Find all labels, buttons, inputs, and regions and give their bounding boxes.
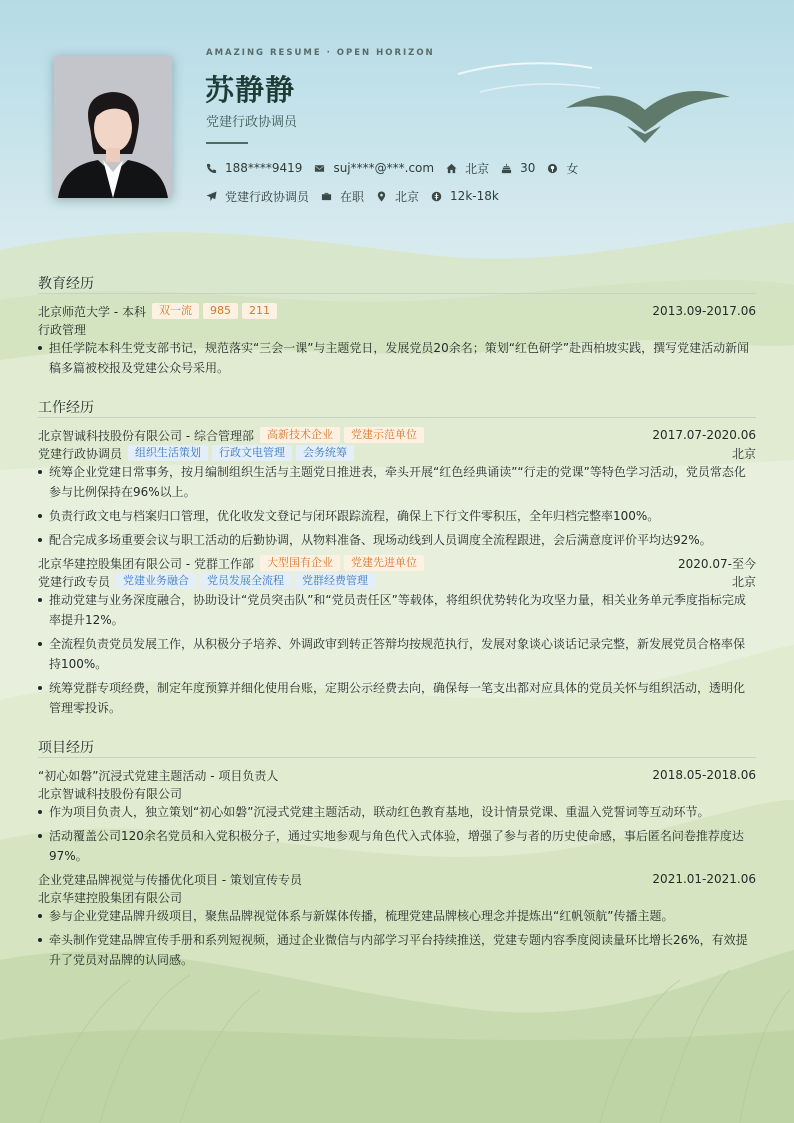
work-role-tag: 行政文电管理 [212,445,292,461]
work-company-tag: 大型国有企业 [260,555,340,571]
education-bullet: 担任学院本科生党支部书记，规范落实“三会一课”与主题党日，发展党员20余名；策划“红色研学”赴西柏坡实践，撰写党建活动新闻稿多篇被校报及党建公众号采用。 [38,338,756,378]
briefcase-icon [321,191,332,202]
work-bullet: 统筹党群专项经费，制定年度预算并细化使用台账，定期公示经费去向，确保每一笔支出都对应具体的党员关怀与组织活动，透明化管理零投诉。 [38,678,756,718]
work-city: 北京 [731,574,756,589]
project-header-line [38,870,756,888]
project-org: 北京华建控股集团有限公司 [38,890,183,905]
work-date: 2020.07-至今 [678,556,756,571]
work-role-line [38,444,756,462]
project-date: 2021.01-2021.06 [652,872,756,886]
contact-age [501,161,535,175]
contact-gender-value: 女 [566,161,579,176]
contact-age-value: 30 [520,161,536,175]
education-header-line [38,302,756,320]
project-bullet: 作为项目负责人，独立策划“初心如磐”沉浸式党建主题活动，联动红色教育基地，设计情景党课、重温入党誓词等互动环节。 [38,802,756,822]
project-bullet: 活动覆盖公司120余名党员和入党积极分子，通过实地参观与角色代入式体验，增强了参与者的历史使命感，事后匿名问卷推荐度达97%。 [38,826,756,866]
work-bullet: 统筹企业党建日常事务，按月编制组织生活与主题党日推进表，牵头开展“红色经典诵读”“行走的党课”等特色学习活动，党员常态化参与比例保持在96%以上。 [38,462,756,502]
intention-position [206,188,309,205]
home-icon [446,163,457,174]
work-bullet: 配合完成多场重要会议与职工活动的后勤协调，从物料准备、现场动线到人员调度全流程跟进，会后满意度评价平均达92%。 [38,530,756,550]
intention-salary [431,189,499,203]
work-company-line [38,554,756,572]
work-role-line [38,572,756,590]
work-company-tag: 党建示范单位 [344,427,424,443]
location-icon [376,191,387,202]
contact-row [206,159,590,177]
work-bullet: 推动党建与业务深度融合，协助设计“党员突击队”和“党员责任区”等载体，将组织优势转化为攻坚力量，相关业务单元季度指标完成率提升12%。 [38,590,756,630]
intention-status-value: 在职 [340,189,365,204]
gender-icon [547,163,558,174]
work-company-tag: 党建先进单位 [344,555,424,571]
intention-status [321,188,364,205]
job-intention-row [206,187,511,205]
contact-email [314,161,434,175]
work-company-tag: 高新技术企业 [260,427,340,443]
work-company: 北京华建控股集团有限公司 - 党群工作部 [38,556,254,571]
money-icon [431,191,442,202]
intention-salary-value: 12k-18k [450,189,499,203]
candidate-name: 苏静静 [205,73,296,107]
work-bullet: 负责行政文电与档案归口管理，优化收发文登记与闭环跟踪流程，确保上下行文件零积压，全年归档完整率100%。 [38,506,756,526]
title-underline [206,142,248,144]
contact-home-value: 北京 [465,161,490,176]
education-section-rule [38,293,756,294]
send-icon [206,191,217,202]
profile-photo [54,56,172,198]
education-school: 北京师范大学 - 本科 [38,304,146,319]
education-date: 2013.09-2017.06 [652,304,756,318]
work-company-line [38,426,756,444]
contact-email-value: suj****@***.com [333,161,435,175]
project-name: “初心如磐”沉浸式党建主题活动 - 项目负责人 [38,768,279,783]
work-role-tag: 组织生活策划 [128,445,208,461]
work-role-tag: 党员发展全流程 [200,573,291,589]
work-role-tag: 党群经费管理 [295,573,375,589]
project-header-line [38,766,756,784]
intention-city-value: 北京 [395,189,420,204]
work-role: 党建行政协调员 [38,446,123,461]
work-date: 2017.07-2020.06 [652,428,756,442]
contact-phone-value: 188****9419 [225,161,303,175]
phone-icon [206,163,217,174]
project-section-title: 项目经历 [38,740,94,756]
resume-eyebrow: AMAZING RESUME · OPEN HORIZON [206,48,435,58]
project-org: 北京智诚科技股份有限公司 [38,786,183,801]
contact-home [446,160,489,177]
cake-icon [501,163,512,174]
mail-icon [314,163,325,174]
person-portrait-icon [54,56,172,198]
project-date: 2018.05-2018.06 [652,768,756,782]
work-bullet: 全流程负责党员发展工作，从积极分子培养、外调政审到转正答辩均按规范执行，发展对象谈心谈话记录完整，新发展党员合格率保持100%。 [38,634,756,674]
education-major: 行政管理 [38,322,87,337]
intention-position-value: 党建行政协调员 [225,189,310,204]
education-tag: 211 [242,303,277,319]
project-name: 企业党建品牌视觉与传播优化项目 - 策划宣传专员 [38,872,302,887]
project-bullet: 牵头制作党建品牌宣传手册和系列短视频，通过企业微信与内部学习平台持续推送，党建专题内容季度阅读量环比增长26%，有效提升了党员对品牌的认同感。 [38,930,756,970]
contact-phone [206,161,302,175]
work-role-tag: 党建业务融合 [116,573,196,589]
project-section-rule [38,757,756,758]
education-section-title: 教育经历 [38,276,94,292]
work-section-rule [38,417,756,418]
work-company: 北京智诚科技股份有限公司 - 综合管理部 [38,428,254,443]
project-bullet: 参与企业党建品牌升级项目，聚焦品牌视觉体系与新媒体传播，梳理党建品牌核心理念并提炼出“红帆领航”传播主题。 [38,906,756,926]
work-section-title: 工作经历 [38,400,94,416]
education-tag: 985 [203,303,238,319]
work-city: 北京 [731,446,756,461]
intention-city [376,188,419,205]
work-role: 党建行政专员 [38,574,111,589]
candidate-job-title: 党建行政协调员 [206,115,298,130]
work-role-tag: 会务统筹 [296,445,354,461]
education-tag: 双一流 [152,303,199,319]
contact-gender [547,160,578,177]
